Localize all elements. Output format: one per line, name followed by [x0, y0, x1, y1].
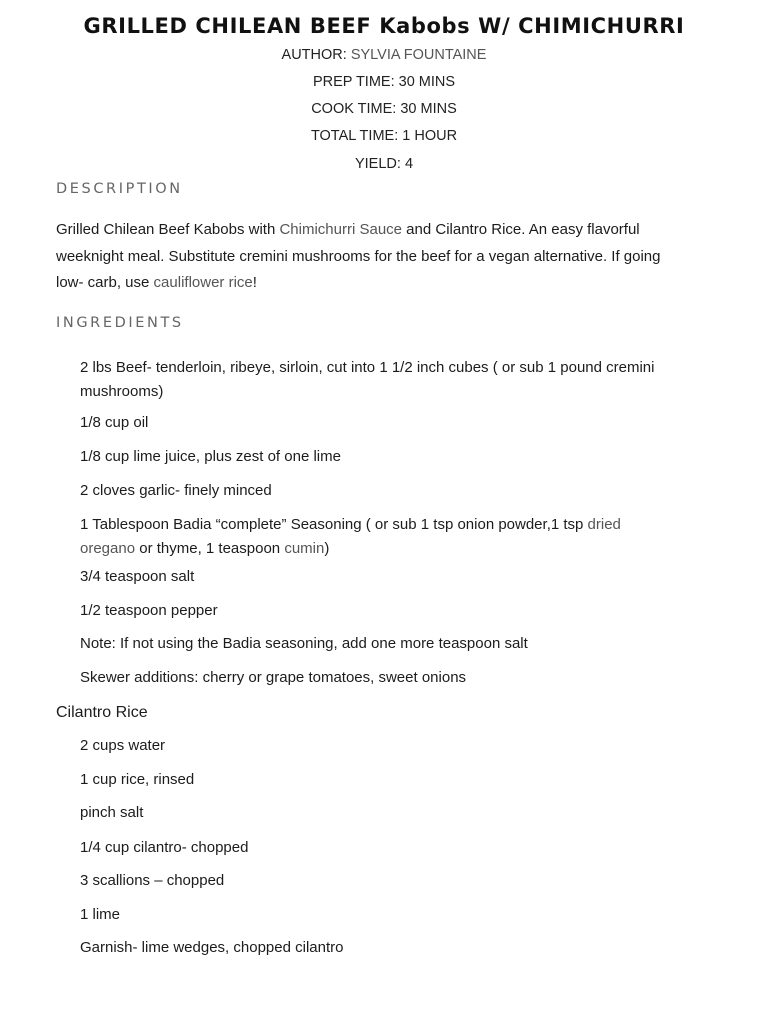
cilantro-rice-item: 1 cup rice, rinsed: [80, 771, 195, 788]
description-text: [56, 217, 661, 297]
cilantro-rice-heading: Cilantro Rice: [56, 704, 148, 721]
cauliflower-rice-link[interactable]: cauliflower rice: [153, 274, 253, 291]
description-part-1: Grilled Chilean Beef Kabobs with: [56, 221, 280, 238]
cilantro-rice-item: 1 lime: [80, 906, 121, 923]
cook-time: COOK TIME: 30 MINS: [311, 101, 457, 117]
cilantro-rice-item: 1/4 cup cilantro- chopped: [80, 839, 249, 856]
badia-part-2: or thyme, 1 teaspoon: [135, 540, 285, 557]
badia-part-3: ): [324, 540, 330, 557]
description-part-3: !: [252, 274, 257, 291]
ingredient-item: 1/2 teaspoon pepper: [80, 602, 218, 619]
chimichurri-sauce-link[interactable]: Chimichurri Sauce: [279, 221, 403, 238]
recipe-yield: YIELD: 4: [354, 156, 414, 172]
ingredient-item: Skewer additions: cherry or grape tomatoes, sweet onions: [80, 669, 467, 686]
recipe-author: [0, 47, 768, 63]
ingredients-heading: INGREDIENTS: [56, 315, 184, 331]
recipe-title: GRILLED CHILEAN BEEF Kabobs W/ CHIMICHURRI: [83, 14, 685, 38]
author-link[interactable]: SYLVIA FOUNTAINE: [350, 47, 487, 63]
author-label: AUTHOR:: [281, 47, 351, 63]
ingredient-item: 2 lbs Beef- tenderloin, ribeye, sirloin, cut into 1 1/2 inch cubes ( or sub 1 pound cremini mushrooms): [80, 359, 655, 400]
cilantro-rice-item: 3 scallions – chopped: [80, 872, 225, 889]
cilantro-rice-item: 2 cups water: [80, 737, 166, 754]
prep-time: PREP TIME: 30 MINS: [312, 74, 456, 90]
ingredient-item: 1/8 cup oil: [80, 414, 149, 431]
description-part-2: and Cilantro Rice. An easy flavorful weeknight meal. Substitute cremini mushrooms for the beef for a vegan alternative. If going low- carb, use: [56, 221, 661, 291]
total-time: TOTAL TIME: 1 HOUR: [310, 128, 458, 144]
cilantro-rice-item: pinch salt: [80, 804, 144, 821]
dried-oregano-link[interactable]: dried oregano: [80, 516, 621, 557]
cumin-link[interactable]: cumin: [284, 540, 325, 557]
badia-part-1: 1 Tablespoon Badia “complete” Seasoning ( or sub 1 tsp onion powder,1 tsp: [80, 516, 588, 533]
ingredient-item-badia: [80, 513, 680, 561]
cilantro-rice-item: Garnish- lime wedges, chopped cilantro: [80, 939, 344, 956]
ingredient-item: 3/4 teaspoon salt: [80, 568, 195, 585]
ingredient-item: Note: If not using the Badia seasoning, add one more teaspoon salt: [80, 635, 528, 652]
ingredient-item: 2 cloves garlic- finely minced: [80, 482, 272, 499]
ingredient-item: 1/8 cup lime juice, plus zest of one lime: [80, 448, 341, 465]
description-heading: DESCRIPTION: [56, 181, 183, 197]
